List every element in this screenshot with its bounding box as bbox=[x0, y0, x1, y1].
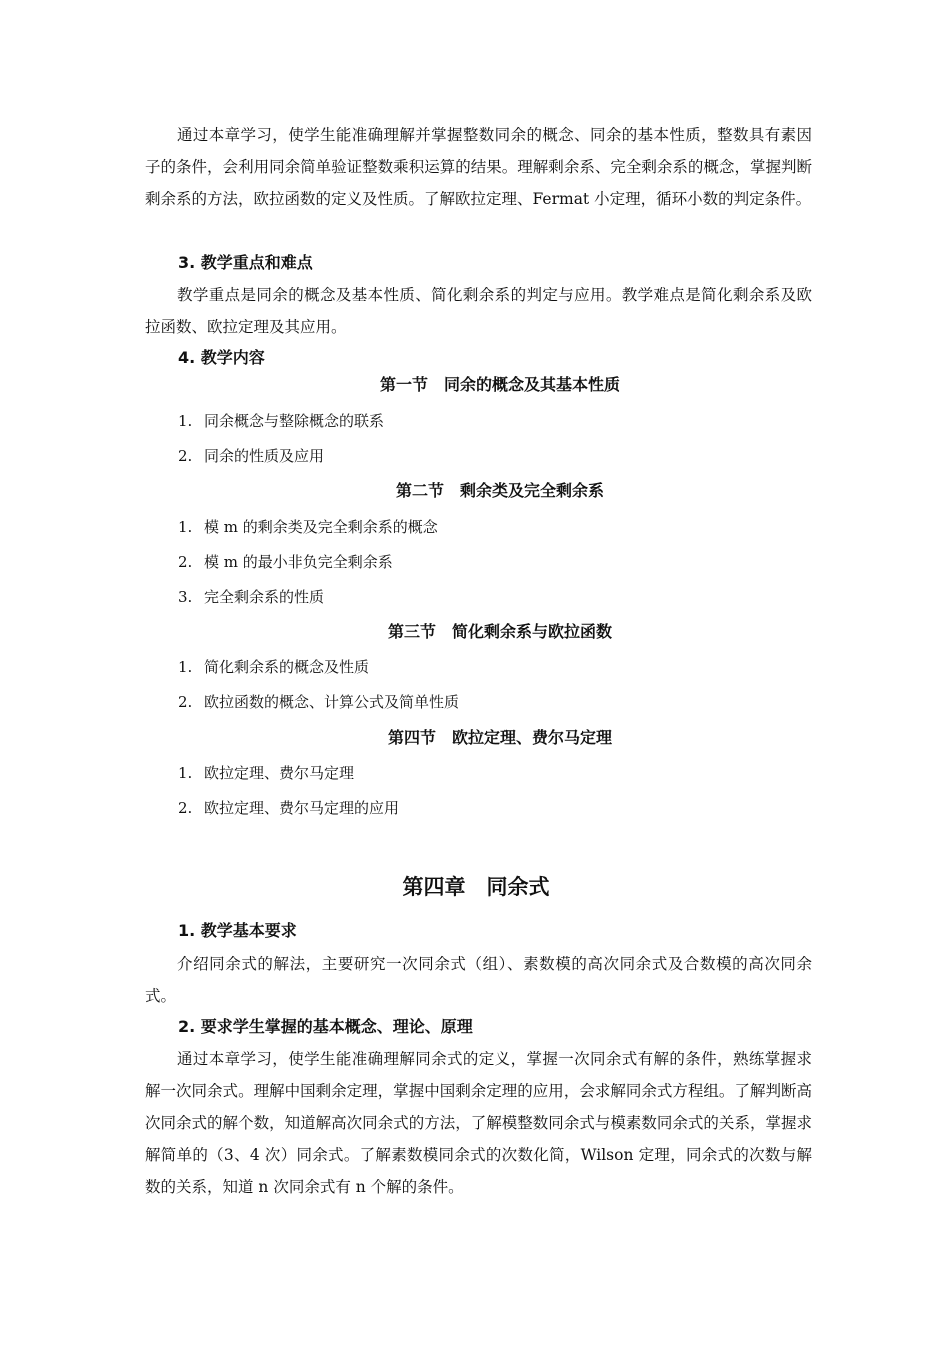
list-item-text: 欧拉定理、费尔马定理 bbox=[204, 764, 355, 782]
section-1-title: 第一节 同余的概念及其基本性质 bbox=[379, 375, 620, 394]
list-item-number: 1. bbox=[178, 412, 193, 430]
list-item bbox=[178, 762, 354, 784]
list-item-number: 1. bbox=[178, 764, 193, 782]
list-item-text: 同余概念与整除概念的联系 bbox=[204, 412, 385, 430]
list-item-text: 模 m 的剩余类及完全剩余系的概念 bbox=[204, 518, 438, 536]
heading-basic-concepts: 2. 要求学生掌握的基本概念、理论、原理 bbox=[178, 1017, 473, 1036]
section-2-title: 第二节 剩余类及完全剩余系 bbox=[395, 481, 604, 500]
list-item-number: 3. bbox=[178, 588, 193, 606]
list-item-number: 1. bbox=[178, 518, 193, 536]
list-item bbox=[178, 691, 459, 713]
heading-teaching-content: 4. 教学内容 bbox=[178, 348, 265, 367]
list-item-text: 模 m 的最小非负完全剩余系 bbox=[204, 553, 393, 571]
list-item-number: 2. bbox=[178, 447, 193, 465]
list-item-text: 欧拉函数的概念、计算公式及简单性质 bbox=[204, 693, 460, 711]
basic-requirements-paragraph: 介绍同余式的解法，主要研究一次同余式（组）、素数模的高次同余式及合数模的高次同余式。 bbox=[145, 955, 812, 1005]
list-item-number: 2. bbox=[178, 553, 193, 571]
list-item bbox=[178, 656, 369, 678]
basic-concepts-paragraph: 通过本章学习，使学生能准确理解同余式的定义，掌握一次同余式有解的条件，熟练掌握求解一次同余式。理解中国剩余定理，掌握中国剩余定理的应用，会求解同余式方程组。了解判断高次同余式的解个数，知道解高次同余式的方法，了解模整数同余式与模素数同余式的关系，掌握求解简单的（3、4 次）同余式。了解素数模同余式的次数化简，Wilson 定理，同余式的次数与解数的关系，知道 n 次同余式有 n 个解的条件。 bbox=[145, 1050, 812, 1196]
list-item bbox=[178, 410, 384, 432]
list-item-number: 2. bbox=[178, 799, 193, 817]
heading-basic-requirements: 1. 教学基本要求 bbox=[178, 921, 297, 940]
list-item bbox=[178, 551, 393, 573]
list-item bbox=[178, 586, 324, 608]
list-item-number: 1. bbox=[178, 658, 193, 676]
list-item bbox=[178, 445, 324, 467]
list-item bbox=[178, 516, 438, 538]
list-item-text: 完全剩余系的性质 bbox=[204, 588, 325, 606]
chapter3-requirements-paragraph: 通过本章学习，使学生能准确理解并掌握整数同余的概念、同余的基本性质，整数具有素因子的条件，会利用同余简单验证整数乘积运算的结果。理解剩余系、完全剩余系的概念，掌握判断剩余系的方法，欧拉函数的定义及性质。了解欧拉定理、Fermat 小定理，循环小数的判定条件。 bbox=[145, 126, 812, 208]
section-3-title: 第三节 简化剩余系与欧拉函数 bbox=[387, 622, 612, 641]
list-item bbox=[178, 797, 399, 819]
heading-key-points: 3. 教学重点和难点 bbox=[178, 253, 313, 272]
section-4-title: 第四节 欧拉定理、费尔马定理 bbox=[387, 728, 612, 747]
list-item-text: 欧拉定理、费尔马定理的应用 bbox=[204, 799, 400, 817]
list-item-number: 2. bbox=[178, 693, 193, 711]
key-points-paragraph: 教学重点是同余的概念及基本性质、简化剩余系的判定与应用。教学难点是简化剩余系及欧拉函数、欧拉定理及其应用。 bbox=[145, 286, 812, 336]
list-item-text: 同余的性质及应用 bbox=[204, 447, 325, 465]
chapter-4-title: 第四章 同余式 bbox=[402, 875, 550, 899]
list-item-text: 简化剩余系的概念及性质 bbox=[204, 658, 370, 676]
